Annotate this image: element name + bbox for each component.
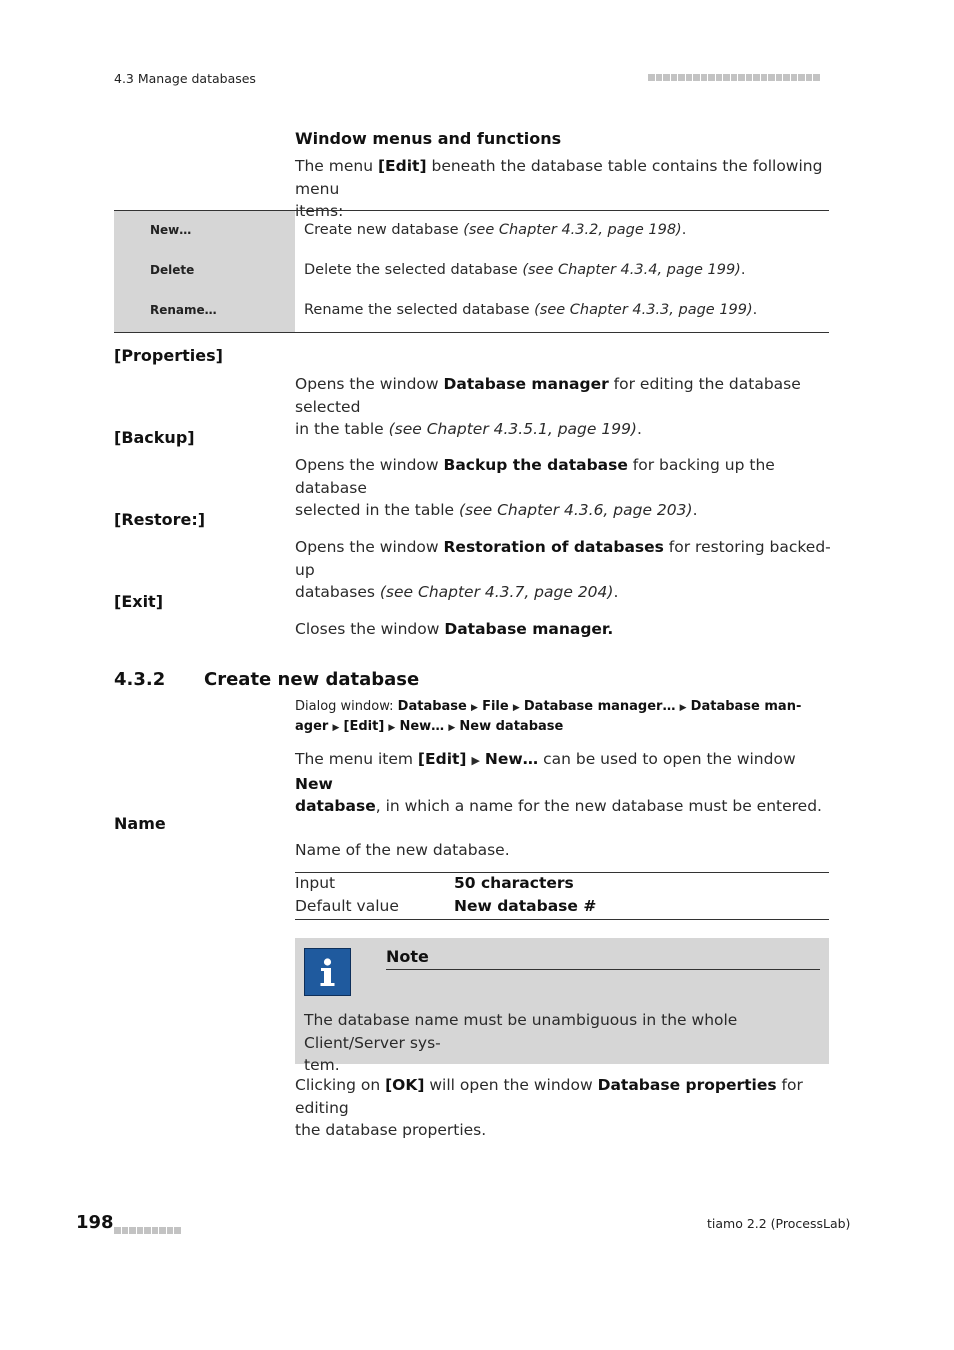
header-decoration-squares — [648, 74, 821, 84]
section-number: 4.3.2 — [114, 669, 166, 690]
menu-items-table — [114, 210, 829, 333]
note-text: The database name must be unambiguous in the whole Client/Server sys- tem. — [304, 1011, 738, 1074]
menu-item-new-label: New… — [150, 223, 192, 237]
backup-description: Opens the window Backup the database for backing up the database selected in the table (see Chapter 4.3.6, page 203). — [295, 456, 775, 519]
path-arrow-icon: ▶ — [471, 703, 478, 713]
properties-description: Opens the window Database manager for editing the database selected in the table (see Chapter 4.3.5.1, page 199). — [295, 375, 801, 438]
path-arrow-icon: ▶ — [679, 703, 687, 713]
closing-paragraph: Clicking on [OK] will open the window Database properties for editing the database properties. — [295, 1076, 803, 1139]
properties-heading: [Properties] — [114, 346, 223, 365]
name-heading: Name — [114, 814, 166, 833]
window-menus-heading: Window menus and functions — [295, 129, 562, 148]
exit-description: Closes the window Database manager. — [295, 620, 614, 638]
restore-description: Opens the window Restoration of databases for restoring backed-up databases (see Chapter 4.3.7, page 204). — [295, 538, 831, 601]
note-title: Note — [386, 947, 429, 966]
footer-product: tiamo 2.2 (ProcessLab) — [707, 1216, 851, 1231]
dialog-path-line2: ager ▶ [Edit] ▶ New… ▶ New database — [295, 719, 564, 734]
param-default-label: Default value — [295, 897, 399, 915]
path-arrow-icon: ▶ — [332, 723, 340, 733]
path-arrow-icon: ▶ — [471, 754, 480, 767]
restore-heading: [Restore:] — [114, 510, 206, 529]
param-input-label: Input — [295, 874, 336, 892]
path-arrow-icon: ▶ — [448, 723, 456, 733]
note-box — [295, 938, 829, 1074]
note-divider — [386, 969, 820, 970]
name-parameter-table — [295, 872, 829, 920]
exit-heading: [Exit] — [114, 592, 164, 611]
menu-item-new-desc: Create new database (see Chapter 4.3.2, page 198). — [304, 222, 687, 238]
window-menus-intro: The menu [Edit] beneath the database table contains the following menu items: — [295, 157, 823, 220]
menu-item-rename-desc: Rename the selected database (see Chapter 4.3.3, page 199). — [304, 302, 758, 318]
menu-item-rename-label: Rename… — [150, 303, 217, 317]
path-arrow-icon: ▶ — [388, 723, 396, 733]
running-header-section: 4.3 Manage databases — [114, 71, 256, 86]
menu-item-delete-label: Delete — [150, 263, 195, 277]
param-input-value: 50 characters — [454, 874, 574, 892]
section-title: Create new database — [204, 669, 420, 690]
param-default-value: New database # — [454, 897, 597, 915]
page-number: 198 — [76, 1212, 114, 1233]
create-new-intro: The menu item [Edit] ▶ New… can be used to open the window New database, in which a name for the new database must be entered. — [295, 750, 822, 815]
info-icon — [304, 948, 351, 996]
footer-decoration-squares — [114, 1219, 182, 1238]
dialog-path-line1: Dialog window: Database ▶ File ▶ Database manager… ▶ Database man- — [295, 699, 802, 714]
menu-item-delete-desc: Delete the selected database (see Chapter 4.3.4, page 199). — [304, 262, 746, 278]
backup-heading: [Backup] — [114, 428, 195, 447]
name-description: Name of the new database. — [295, 841, 510, 859]
path-arrow-icon: ▶ — [512, 703, 520, 713]
